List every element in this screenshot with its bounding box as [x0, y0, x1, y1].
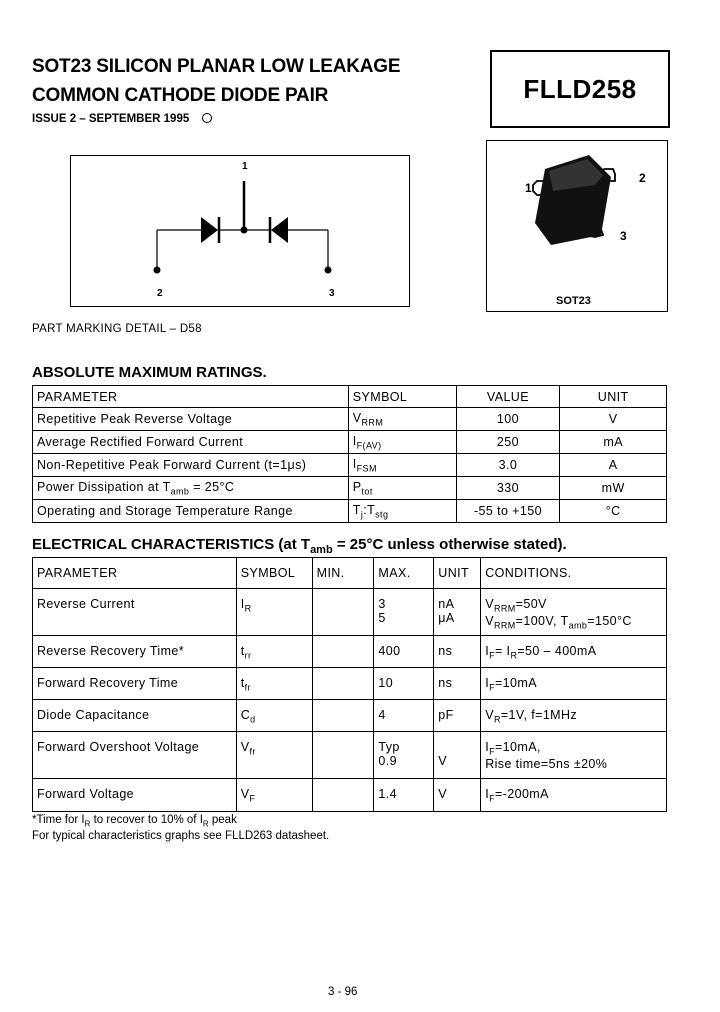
- amr-header-parameter: PARAMETER: [33, 386, 349, 408]
- amr-header-value: VALUE: [456, 386, 560, 408]
- ec-conditions: $I_F=10mA$, Rise time=5ns ±20%: [481, 732, 667, 779]
- ec-unit: V: [434, 779, 481, 812]
- package-pin-2: 2: [639, 171, 646, 185]
- ec-conditions: $V_{RRM}=50V$ $V_{RRM}=100V$, $T_{amb}=150^\circ C$: [481, 589, 667, 636]
- amr-symbol: $I_{FSM}$: [348, 454, 456, 477]
- amr-symbol: $P_{tot}$: [348, 477, 456, 500]
- amr-symbol: $T_j:T_{stg}$: [348, 500, 456, 523]
- table-row: [33, 700, 667, 732]
- amr-header-symbol: SYMBOL: [348, 386, 456, 408]
- ec-header-parameter: PARAMETER: [33, 558, 237, 589]
- pin-label-3: 3: [329, 288, 335, 299]
- footnote-datasheet: For typical characteristics graphs see FLLD263 datasheet.: [32, 830, 330, 843]
- ec-unit: nA μA: [434, 589, 481, 636]
- sot23-package-icon: [487, 141, 667, 311]
- ec-symbol: $t_{rr}$: [236, 636, 312, 668]
- amr-unit: A: [560, 454, 667, 477]
- package-pin-1: 1: [525, 181, 532, 195]
- ec-symbol: $V_{fr}$: [236, 732, 312, 779]
- amr-title: ABSOLUTE MAXIMUM RATINGS.: [32, 364, 267, 381]
- amr-value: 3.0: [456, 454, 560, 477]
- page-number: 3 - 96: [328, 986, 358, 998]
- diode-schematic: [71, 156, 409, 306]
- table-row: [33, 668, 667, 700]
- ec-unit: ns: [434, 636, 481, 668]
- amr-parameter: Average Rectified Forward Current: [33, 431, 349, 454]
- amr-value: 250: [456, 431, 560, 454]
- table-row: [33, 636, 667, 668]
- ec-title: ELECTRICAL CHARACTERISTICS (at $T_{amb} = 25^\circ C$ unless otherwise stated).: [32, 536, 567, 556]
- ec-unit: pF: [434, 700, 481, 732]
- ec-unit: V: [434, 732, 481, 779]
- ec-conditions: $V_R=1V$, f=1MHz: [481, 700, 667, 732]
- issue-line: [32, 113, 212, 125]
- ec-header-max: MAX.: [374, 558, 434, 589]
- package-pin-3: 3: [620, 229, 627, 243]
- table-row: [33, 408, 667, 431]
- ec-max: 10: [374, 668, 434, 700]
- table-row: [33, 779, 667, 812]
- ec-min: [312, 589, 374, 636]
- amr-value: 330: [456, 477, 560, 500]
- amr-unit: mW: [560, 477, 667, 500]
- package-box: [486, 140, 668, 312]
- ec-min: [312, 636, 374, 668]
- amr-unit: mA: [560, 431, 667, 454]
- amr-parameter: Power Dissipation at $T_{amb} = 25^\circ C$: [33, 477, 349, 500]
- table-row: [33, 477, 667, 500]
- amr-unit: °C: [560, 500, 667, 523]
- ec-header-symbol: SYMBOL: [236, 558, 312, 589]
- ec-max: 4: [374, 700, 434, 732]
- ec-parameter: Forward Recovery Time: [33, 668, 237, 700]
- table-row: [33, 431, 667, 454]
- ec-min: [312, 779, 374, 812]
- amr-value: -55 to +150: [456, 500, 560, 523]
- part-marking: PART MARKING DETAIL – D58: [32, 323, 202, 335]
- ec-symbol: $I_R$: [236, 589, 312, 636]
- circuit-diagram: [70, 155, 410, 307]
- footnotes: [32, 814, 329, 843]
- part-number-box: [490, 50, 670, 128]
- ec-parameter: Diode Capacitance: [33, 700, 237, 732]
- ec-max: Typ 0.9: [374, 732, 434, 779]
- ec-parameter: Reverse Current: [33, 589, 237, 636]
- table-row: [33, 732, 667, 779]
- part-number: FLLD258: [523, 74, 637, 104]
- ec-symbol: $V_F$: [236, 779, 312, 812]
- ec-header-unit: UNIT: [434, 558, 481, 589]
- ec-unit: ns: [434, 668, 481, 700]
- ec-conditions: $I_F=10mA$: [481, 668, 667, 700]
- ec-symbol: $t_{fr}$: [236, 668, 312, 700]
- table-row: [33, 454, 667, 477]
- amr-parameter: Operating and Storage Temperature Range: [33, 500, 349, 523]
- circle-icon: [202, 113, 212, 123]
- ec-table: [32, 557, 667, 812]
- table-row: [33, 500, 667, 523]
- ec-parameter: Forward Overshoot Voltage: [33, 732, 237, 779]
- pin-label-1: 1: [242, 161, 248, 172]
- ec-min: [312, 732, 374, 779]
- amr-symbol: $I_{F(AV)}$: [348, 431, 456, 454]
- package-name: SOT23: [556, 295, 591, 307]
- pin-label-2: 2: [157, 288, 163, 299]
- title-line-1: SOT23 SILICON PLANAR LOW LEAKAGE: [32, 56, 401, 77]
- ec-parameter: Forward Voltage: [33, 779, 237, 812]
- ec-max: 3 5: [374, 589, 434, 636]
- footnote-recovery: *Time for $I_R$ to recover to 10% of $I_R$ peak: [32, 814, 237, 829]
- ec-conditions: $I_F= I_R=50 - 400mA$: [481, 636, 667, 668]
- ec-header-min: MIN.: [312, 558, 374, 589]
- table-row: [33, 589, 667, 636]
- ec-min: [312, 700, 374, 732]
- ec-max: 1.4: [374, 779, 434, 812]
- amr-header-unit: UNIT: [560, 386, 667, 408]
- amr-table: [32, 385, 667, 523]
- ec-min: [312, 668, 374, 700]
- amr-symbol: $V_{RRM}$: [348, 408, 456, 431]
- ec-symbol: $C_d$: [236, 700, 312, 732]
- table-header-row: [33, 386, 667, 408]
- ec-header-conditions: CONDITIONS.: [481, 558, 667, 589]
- amr-parameter: Non-Repetitive Peak Forward Current (t=1μs): [33, 454, 349, 477]
- amr-parameter: Repetitive Peak Reverse Voltage: [33, 408, 349, 431]
- ec-max: 400: [374, 636, 434, 668]
- issue-text: ISSUE 2 – SEPTEMBER 1995: [32, 113, 190, 125]
- amr-value: 100: [456, 408, 560, 431]
- table-header-row: [33, 558, 667, 589]
- amr-unit: V: [560, 408, 667, 431]
- ec-parameter: Reverse Recovery Time*: [33, 636, 237, 668]
- ec-conditions: $I_F=-200mA$: [481, 779, 667, 812]
- title-line-2: COMMON CATHODE DIODE PAIR: [32, 85, 329, 106]
